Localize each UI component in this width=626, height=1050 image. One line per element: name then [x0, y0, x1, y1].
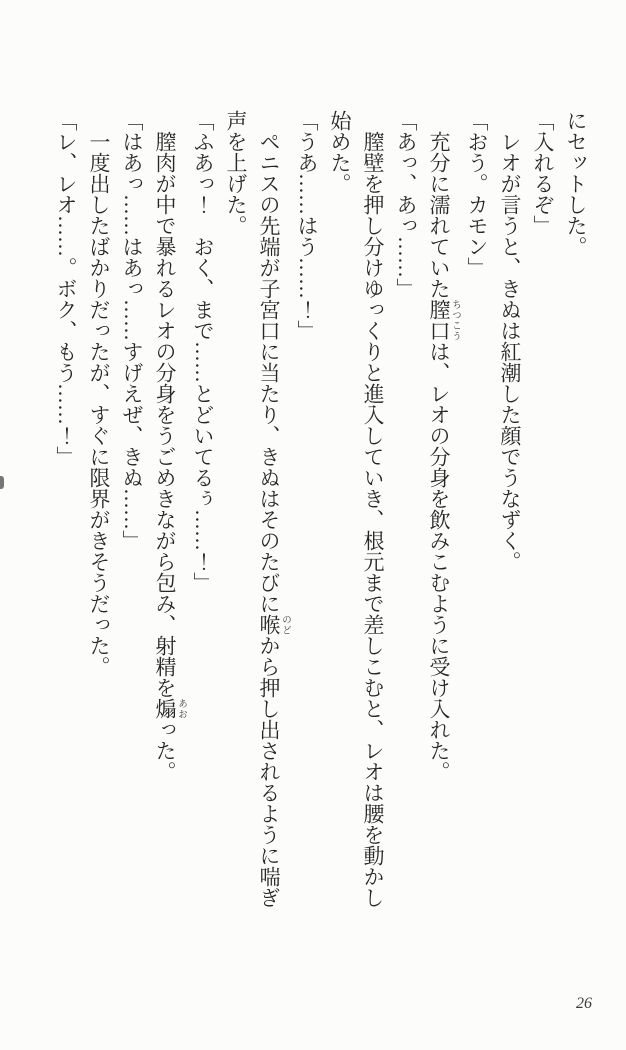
paragraph-narration: ペニスの先端が子宮口に当たり、きぬはそのたびに喉 のどから押し出されるように喘ぎ声を上げた。 — [224, 110, 290, 908]
paragraph-narration: 膣壁を押し分けゆっくりと進入していき、根元まで差しこむと、レオは腰を動かし始めた。 — [328, 110, 385, 908]
paragraph-dialogue: 「ふあっ！ おく、まで……とどいてるぅ……！」 — [191, 110, 215, 593]
paragraph-dialogue: 「レ、レオ……。ボク、もう……！」 — [54, 110, 78, 467]
paragraph-narration: 膣肉が中で暴れるレオの分身をうごめきながら包み、射精を煽 あおった。 — [153, 131, 186, 782]
furigana-term: 喉 のど — [257, 614, 290, 635]
paragraph-narration: 充分に濡れていた膣口 ちつこうは、レオの分身を飲みこむように受け入れた。 — [427, 131, 460, 782]
paragraph-dialogue: 「おう。カモン」 — [465, 110, 489, 278]
vertical-text-block — [32, 110, 592, 910]
page-number: 26 — [576, 995, 592, 1012]
paragraph-narration: 一度出したばかりだったが、すぐに限界がきそうだった。 — [87, 131, 111, 677]
paragraph-dialogue: 「うあ……はう……！」 — [295, 110, 319, 341]
paragraph-dialogue: 「あっ、あっ……」 — [394, 110, 418, 299]
scan-artifact — [0, 476, 4, 489]
paragraph-narration: レオが言うと、きぬは紅潮した顔でうなずく。 — [498, 131, 522, 572]
paragraph-dialogue: 「入れるぞ」 — [531, 110, 555, 236]
furigana-term: 膣口 ちつこう — [427, 299, 460, 341]
paragraph-dialogue: 「はあっ……はあっ……すげえぜ、きぬ……」 — [120, 110, 144, 551]
paragraph-continuation: にセットした。 — [564, 110, 588, 257]
furigana-term: 煽 あお — [153, 698, 186, 719]
